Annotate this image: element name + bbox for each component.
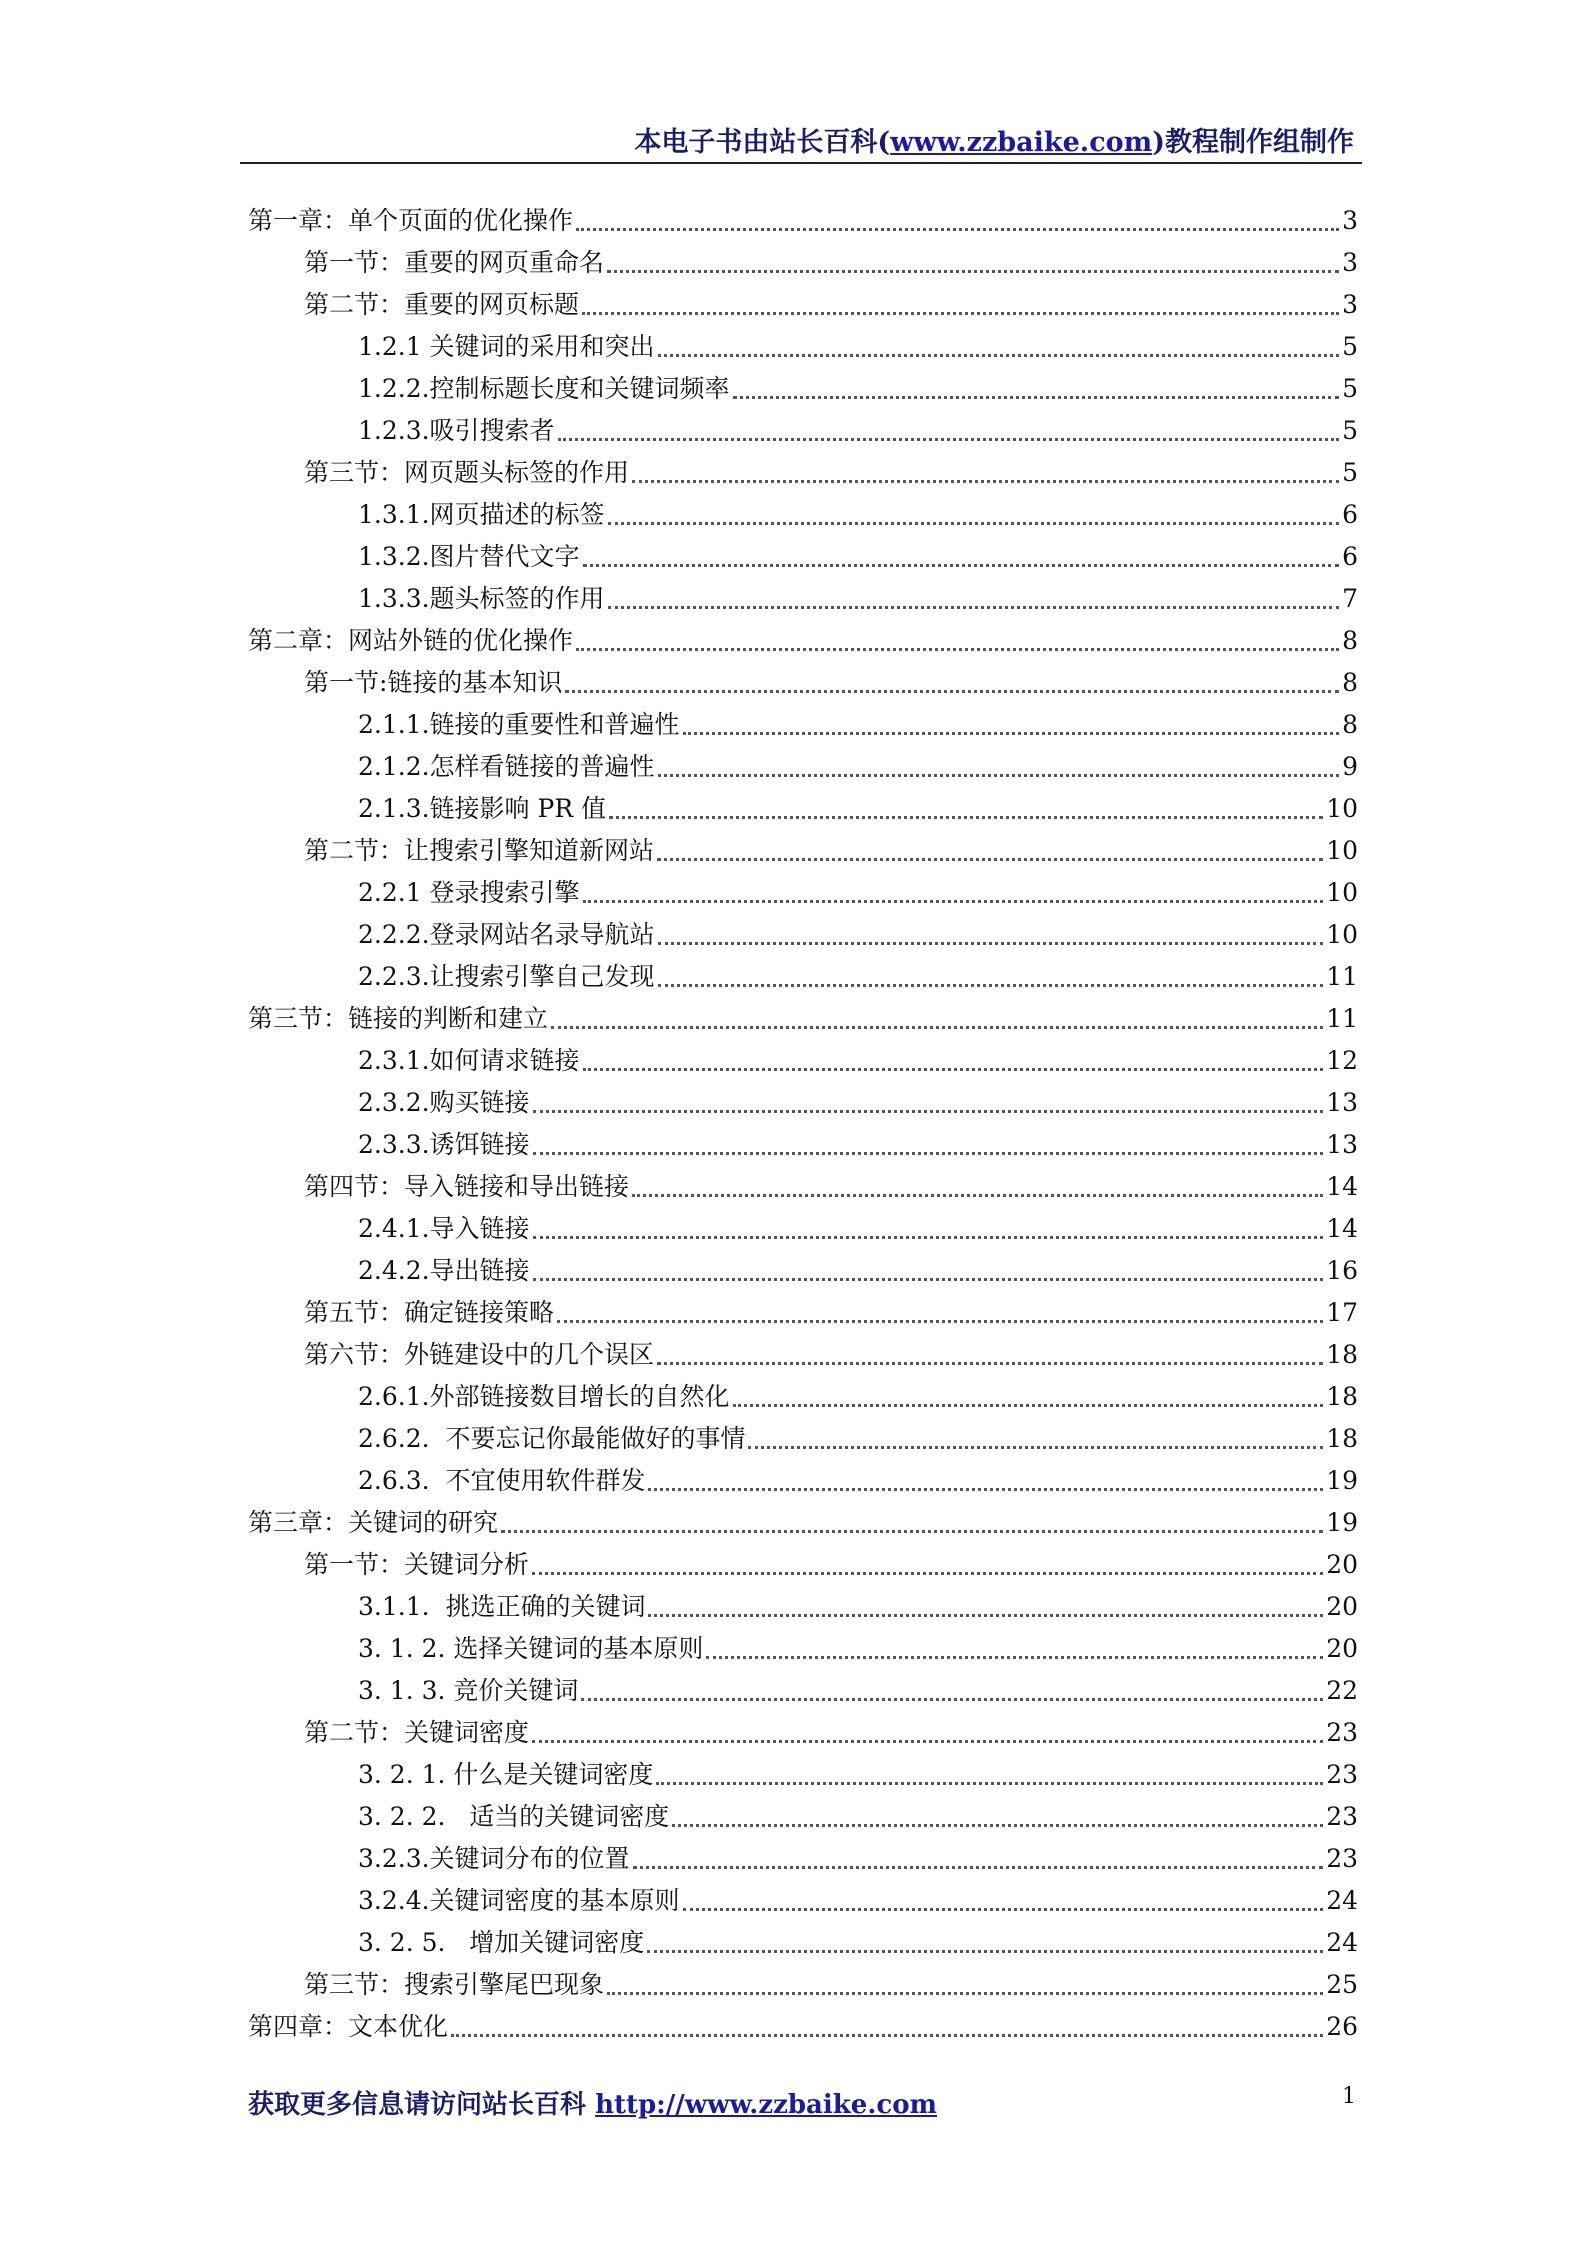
toc-entry-title: 第二节：让搜索引擎知道新网站 (304, 836, 655, 865)
toc-entry-title: 1.2.2.控制标题长度和关键词频率 (358, 374, 730, 403)
dot-leader (501, 1530, 1323, 1533)
toc-entry-title: 2.3.2.购买链接 (358, 1088, 530, 1117)
toc-entry[interactable] (248, 956, 1358, 998)
toc-entry-page: 24 (1326, 1886, 1358, 1915)
footer-prefix: 获取更多信息请访问站长百科 (248, 2090, 596, 2120)
dot-leader (582, 312, 1339, 315)
header-link[interactable]: www.zzbaike.com (890, 127, 1153, 158)
toc-entry-title: 1.3.1.网页描述的标签 (358, 500, 605, 529)
toc-entry[interactable] (248, 704, 1358, 746)
toc-entry-page: 25 (1326, 1970, 1358, 1999)
toc-entry-title: 2.3.1.如何请求链接 (358, 1046, 580, 1075)
dot-leader (672, 1824, 1323, 1827)
dot-leader (583, 900, 1324, 903)
toc-entry-page: 10 (1326, 794, 1358, 823)
toc-entry-page: 10 (1326, 836, 1358, 865)
toc-entry-title: 第一章：单个页面的优化操作 (248, 206, 574, 235)
toc-entry-page: 18 (1326, 1424, 1358, 1453)
toc-entry-page: 23 (1326, 1844, 1358, 1873)
dot-leader (683, 1908, 1324, 1911)
dot-leader (576, 228, 1339, 231)
toc-entry-title: 2.2.2.登录网站名录导航站 (358, 920, 655, 949)
toc-entry[interactable] (248, 1544, 1358, 1586)
page-footer (248, 2084, 1358, 2124)
toc-entry-page: 13 (1326, 1088, 1358, 1117)
toc-entry-page: 23 (1326, 1760, 1358, 1789)
toc-entry-title: 第三节：搜索引擎尾巴现象 (304, 1970, 605, 1999)
dot-leader (607, 270, 1339, 273)
toc-entry-title: 第六节：外链建设中的几个误区 (304, 1340, 655, 1369)
toc-entry-page: 9 (1342, 752, 1358, 781)
page-header (240, 118, 1362, 164)
toc-entry[interactable] (248, 326, 1358, 368)
toc-entry[interactable] (248, 1334, 1358, 1376)
toc-entry-page: 14 (1326, 1172, 1358, 1201)
toc-entry-page: 13 (1326, 1130, 1358, 1159)
toc-entry-title: 第二章：网站外链的优化操作 (248, 626, 574, 655)
toc-entry[interactable] (248, 872, 1358, 914)
toc-entry-title: 2.1.1.链接的重要性和普遍性 (358, 710, 680, 739)
toc-entry-page: 8 (1342, 710, 1358, 739)
toc-entry-page: 6 (1342, 542, 1358, 571)
header-prefix: 本电子书由站长百科( (634, 127, 891, 158)
toc-entry-page: 10 (1326, 878, 1358, 907)
toc-entry[interactable] (248, 1754, 1358, 1796)
toc-entry-page: 5 (1342, 374, 1358, 403)
toc-entry[interactable] (248, 2006, 1358, 2048)
toc-entry-page: 19 (1326, 1508, 1358, 1537)
table-of-contents (248, 200, 1358, 2048)
toc-entry[interactable] (248, 1460, 1358, 1502)
dot-leader (533, 1152, 1324, 1155)
toc-entry-title: 3.1.1. 挑选正确的关键词 (358, 1592, 646, 1621)
toc-entry-title: 1.2.3.吸引搜索者 (358, 416, 555, 445)
toc-entry[interactable] (248, 662, 1358, 704)
dot-leader (733, 396, 1339, 399)
toc-entry[interactable] (248, 1880, 1358, 1922)
dot-leader (551, 1026, 1323, 1029)
toc-entry-title: 3.2.4.关键词密度的基本原则 (358, 1886, 680, 1915)
toc-entry-page: 8 (1342, 668, 1358, 697)
toc-entry-title: 3. 1. 3. 竞价关键词 (358, 1676, 579, 1705)
dot-leader (565, 690, 1339, 693)
toc-entry-title: 2.6.1.外部链接数目增长的自然化 (358, 1382, 730, 1411)
toc-entry[interactable] (248, 1250, 1358, 1292)
toc-entry-page: 20 (1326, 1592, 1358, 1621)
toc-entry-page: 3 (1342, 206, 1358, 235)
dot-leader (532, 1740, 1323, 1743)
toc-entry-title: 2.1.3.链接影响 PR 值 (358, 794, 607, 823)
toc-entry-page: 18 (1326, 1382, 1358, 1411)
toc-entry[interactable] (248, 368, 1358, 410)
toc-entry-page: 11 (1326, 962, 1358, 991)
toc-entry[interactable] (248, 1040, 1358, 1082)
page-number: 1 (1342, 2084, 1356, 2109)
toc-entry-page: 11 (1326, 1004, 1358, 1033)
toc-entry[interactable] (248, 200, 1358, 242)
toc-entry-title: 2.2.1 登录搜索引擎 (358, 878, 580, 907)
header-suffix: )教程制作组制作 (1152, 127, 1354, 158)
toc-entry[interactable] (248, 1712, 1358, 1754)
footer-text (248, 2084, 937, 2121)
toc-entry-page: 16 (1326, 1256, 1358, 1285)
dot-leader (607, 1992, 1323, 1995)
dot-leader (581, 1698, 1323, 1701)
toc-entry-page: 5 (1342, 416, 1358, 445)
toc-entry-page: 22 (1326, 1676, 1358, 1705)
dot-leader (648, 1488, 1323, 1491)
toc-entry-page: 3 (1342, 290, 1358, 319)
dot-leader (733, 1404, 1324, 1407)
toc-entry[interactable] (248, 1796, 1358, 1838)
toc-entry[interactable] (248, 284, 1358, 326)
toc-entry-title: 2.6.2. 不要忘记你最能做好的事情 (358, 1424, 746, 1453)
header-text (634, 120, 1354, 159)
toc-entry[interactable] (248, 914, 1358, 956)
toc-entry-page: 17 (1326, 1298, 1358, 1327)
toc-entry-title: 第四章：文本优化 (248, 2012, 449, 2041)
toc-entry-page: 20 (1326, 1634, 1358, 1663)
toc-entry[interactable] (248, 1838, 1358, 1880)
toc-entry-title: 2.6.3. 不宜使用软件群发 (358, 1466, 646, 1495)
dot-leader (451, 2034, 1323, 2037)
dot-leader (533, 1278, 1324, 1281)
dot-leader (583, 1068, 1324, 1071)
toc-entry[interactable] (248, 1418, 1358, 1460)
dot-leader (576, 648, 1339, 651)
toc-entry-page: 23 (1326, 1718, 1358, 1747)
dot-leader (609, 816, 1323, 819)
toc-entry-title: 第三节：网页题头标签的作用 (304, 458, 630, 487)
dot-leader (748, 1446, 1323, 1449)
dot-leader (658, 354, 1339, 357)
toc-entry[interactable] (248, 998, 1358, 1040)
dot-leader (647, 1950, 1323, 1953)
toc-entry-title: 第四节：导入链接和导出链接 (304, 1172, 630, 1201)
toc-entry-title: 1.2.1 关键词的采用和突出 (358, 332, 655, 361)
toc-entry-page: 19 (1326, 1466, 1358, 1495)
toc-entry[interactable] (248, 452, 1358, 494)
dot-leader (658, 942, 1324, 945)
dot-leader (658, 984, 1324, 987)
toc-entry-title: 2.4.2.导出链接 (358, 1256, 530, 1285)
toc-entry-title: 2.1.2.怎样看链接的普遍性 (358, 752, 655, 781)
toc-entry-page: 8 (1342, 626, 1358, 655)
toc-entry[interactable] (248, 620, 1358, 662)
toc-entry-title: 2.3.3.诱饵链接 (358, 1130, 530, 1159)
dot-leader (583, 564, 1339, 567)
toc-entry-page: 5 (1342, 332, 1358, 361)
toc-entry[interactable] (248, 578, 1358, 620)
toc-entry[interactable] (248, 536, 1358, 578)
dot-leader (657, 858, 1323, 861)
dot-leader (657, 1362, 1323, 1365)
toc-entry-page: 6 (1342, 500, 1358, 529)
toc-entry[interactable] (248, 494, 1358, 536)
toc-entry-page: 7 (1342, 584, 1358, 613)
toc-entry-title: 3.2.3.关键词分布的位置 (358, 1844, 630, 1873)
toc-entry-title: 2.2.3.让搜索引擎自己发现 (358, 962, 655, 991)
dot-leader (557, 1320, 1323, 1323)
dot-leader (608, 522, 1339, 525)
toc-entry-page: 23 (1326, 1802, 1358, 1831)
toc-entry-title: 第二节：关键词密度 (304, 1718, 530, 1747)
toc-entry[interactable] (248, 1208, 1358, 1250)
toc-entry[interactable] (248, 1166, 1358, 1208)
toc-entry[interactable] (248, 830, 1358, 872)
toc-entry-page: 12 (1326, 1046, 1358, 1075)
toc-entry[interactable] (248, 1124, 1358, 1166)
dot-leader (533, 1110, 1324, 1113)
toc-entry[interactable] (248, 410, 1358, 452)
dot-leader (706, 1656, 1323, 1659)
dot-leader (656, 1782, 1323, 1785)
dot-leader (608, 606, 1339, 609)
dot-leader (533, 1236, 1324, 1239)
dot-leader (658, 774, 1339, 777)
toc-entry-title: 3. 2. 2. 适当的关键词密度 (358, 1802, 670, 1831)
dot-leader (648, 1614, 1323, 1617)
toc-entry-page: 24 (1326, 1928, 1358, 1957)
toc-entry[interactable] (248, 1376, 1358, 1418)
toc-entry[interactable] (248, 1082, 1358, 1124)
toc-entry-title: 第一节：关键词分析 (304, 1550, 530, 1579)
toc-entry-title: 1.3.3.题头标签的作用 (358, 584, 605, 613)
toc-entry[interactable] (248, 1628, 1358, 1670)
toc-entry-page: 14 (1326, 1214, 1358, 1243)
toc-entry-page: 18 (1326, 1340, 1358, 1369)
toc-entry-page: 10 (1326, 920, 1358, 949)
toc-entry[interactable] (248, 1586, 1358, 1628)
toc-entry[interactable] (248, 1670, 1358, 1712)
toc-entry-title: 第二节：重要的网页标题 (304, 290, 580, 319)
toc-entry-title: 第一节:链接的基本知识 (304, 668, 563, 697)
toc-entry-page: 26 (1326, 2012, 1358, 2041)
dot-leader (632, 1194, 1323, 1197)
toc-entry-page: 20 (1326, 1550, 1358, 1579)
toc-entry-page: 3 (1342, 248, 1358, 277)
dot-leader (532, 1572, 1323, 1575)
dot-leader (633, 1866, 1324, 1869)
toc-entry-title: 第一节：重要的网页重命名 (304, 248, 605, 277)
toc-entry-title: 3. 2. 5. 增加关键词密度 (358, 1928, 645, 1957)
dot-leader (558, 438, 1339, 441)
toc-entry-title: 第三节：链接的判断和建立 (248, 1004, 549, 1033)
toc-entry-title: 1.3.2.图片替代文字 (358, 542, 580, 571)
dot-leader (683, 732, 1339, 735)
dot-leader (632, 480, 1339, 483)
toc-entry[interactable] (248, 746, 1358, 788)
toc-entry-page: 5 (1342, 458, 1358, 487)
toc-entry[interactable] (248, 1964, 1358, 2006)
toc-entry[interactable] (248, 242, 1358, 284)
toc-entry[interactable] (248, 1922, 1358, 1964)
toc-entry-title: 第三章：关键词的研究 (248, 1508, 499, 1537)
toc-entry-title: 3. 1. 2. 选择关键词的基本原则 (358, 1634, 704, 1663)
toc-entry-title: 第五节：确定链接策略 (304, 1298, 555, 1327)
toc-entry[interactable] (248, 788, 1358, 830)
toc-entry[interactable] (248, 1292, 1358, 1334)
toc-entry[interactable] (248, 1502, 1358, 1544)
footer-link[interactable]: http://www.zzbaike.com (595, 2090, 938, 2120)
toc-entry-title: 2.4.1.导入链接 (358, 1214, 530, 1243)
toc-entry-title: 3. 2. 1. 什么是关键词密度 (358, 1760, 654, 1789)
